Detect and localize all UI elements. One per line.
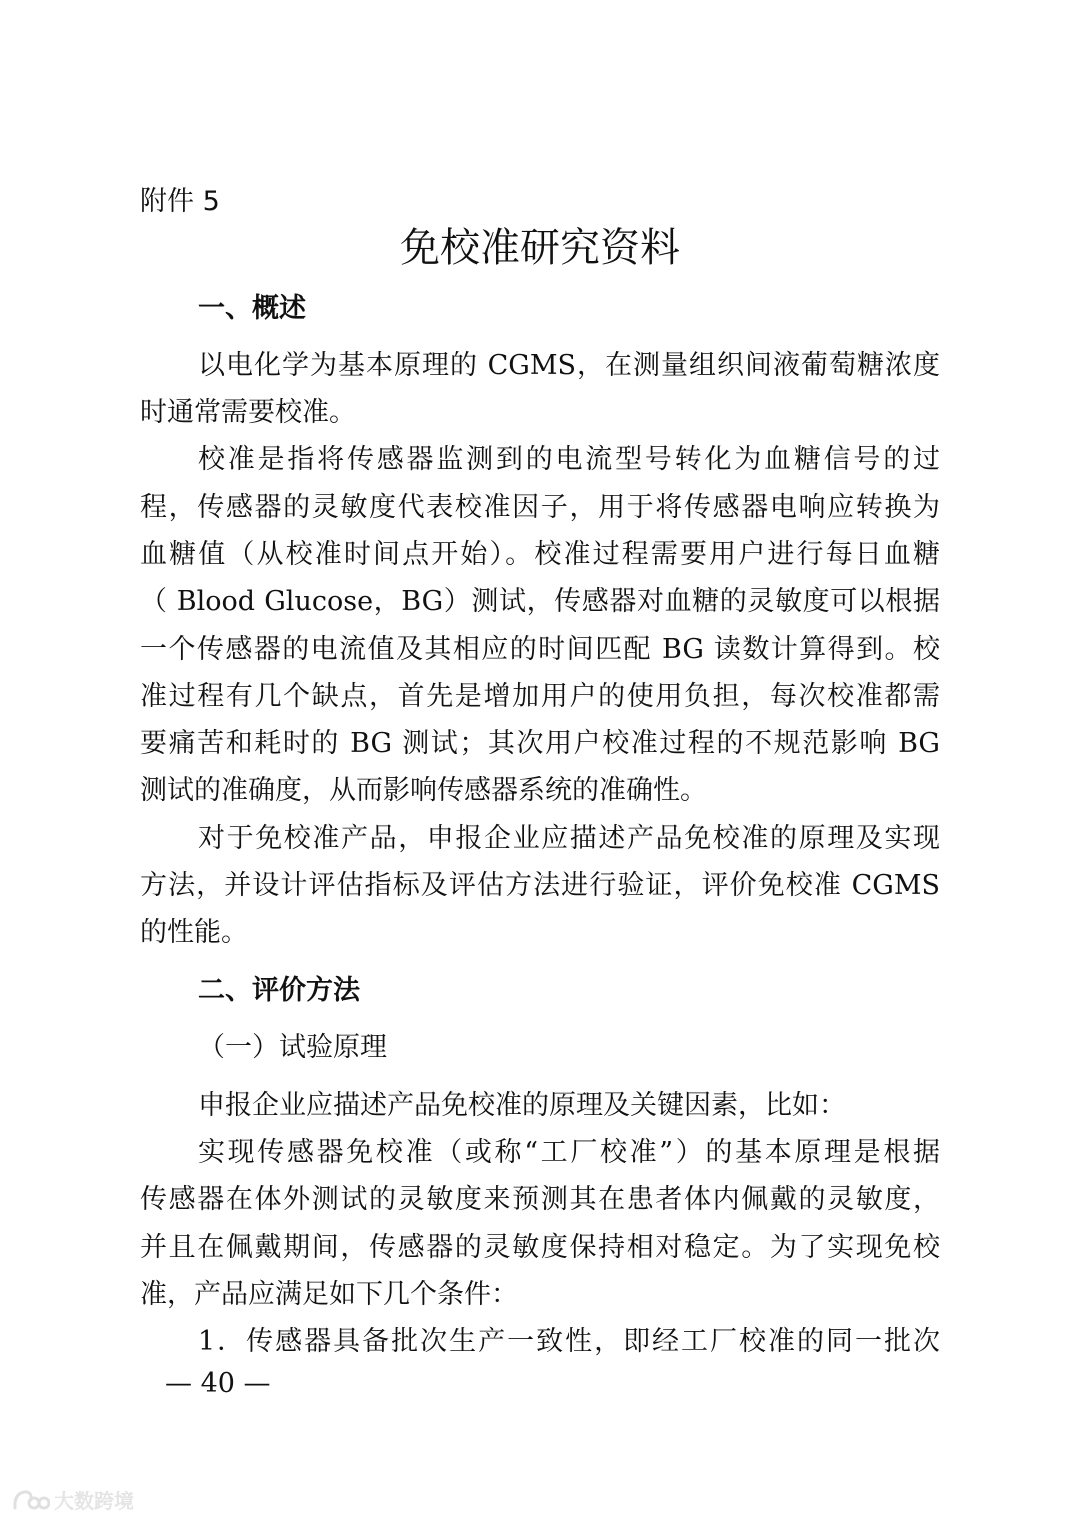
paragraph-line: 程，传感器的灵敏度代表校准因子，用于将传感器电响应转换为 [140, 492, 940, 523]
paragraph-line: 一个传感器的电流值及其相应的时间匹配 BG 读数计算得到。校 [140, 634, 940, 665]
paragraph-line: 准，产品应满足如下几个条件： [140, 1279, 518, 1310]
section-heading-evaluation: 二、评价方法 [198, 975, 360, 1006]
attachment-label: 附件 5 [140, 186, 220, 217]
paragraph-line: 要痛苦和耗时的 BG 测试；其次用户校准过程的不规范影响 BG [140, 728, 940, 759]
paragraph-line: （ Blood Glucose，BG）测试，传感器对血糖的灵敏度可以根据 [140, 586, 940, 617]
list-item-line: 1．传感器具备批次生产一致性，即经工厂校准的同一批次 [198, 1326, 940, 1357]
paragraph-line: 测试的准确度，从而影响传感器系统的准确性。 [140, 775, 707, 806]
watermark-logo-icon [12, 1488, 50, 1512]
paragraph-line: 以电化学为基本原理的 CGMS，在测量组织间液葡萄糖浓度 [198, 350, 940, 381]
paragraph-line: 申报企业应描述产品免校准的原理及关键因素，比如： [198, 1090, 846, 1121]
paragraph-line: 血糖值（从校准时间点开始）。校准过程需要用户进行每日血糖 [140, 539, 940, 570]
paragraph-line: 准过程有几个缺点，首先是增加用户的使用负担，每次校准都需 [140, 681, 940, 712]
section-heading-overview: 一、概述 [198, 293, 306, 324]
paragraph-line: 方法，并设计评估指标及评估方法进行验证，评价免校准 CGMS [140, 870, 940, 901]
paragraph-line: 并且在佩戴期间，传感器的灵敏度保持相对稳定。为了实现免校 [140, 1232, 940, 1263]
document-title: 免校准研究资料 [400, 225, 680, 271]
paragraph-line: 对于免校准产品，申报企业应描述产品免校准的原理及实现 [198, 823, 940, 854]
paragraph-line: 传感器在体外测试的灵敏度来预测其在患者体内佩戴的灵敏度， [140, 1184, 940, 1215]
watermark-text: 大数跨境 [54, 1489, 134, 1513]
paragraph-line: 时通常需要校准。 [140, 397, 356, 428]
paragraph-line: 实现传感器免校准（或称“工厂校准”）的基本原理是根据 [198, 1137, 940, 1168]
watermark [12, 1485, 134, 1514]
subsection-heading-principle: （一）试验原理 [198, 1032, 387, 1063]
paragraph-line: 的性能。 [140, 917, 248, 948]
paragraph-line: 校准是指将传感器监测到的电流型号转化为血糖信号的过 [198, 444, 940, 475]
page-number: — 40 — [165, 1368, 271, 1399]
